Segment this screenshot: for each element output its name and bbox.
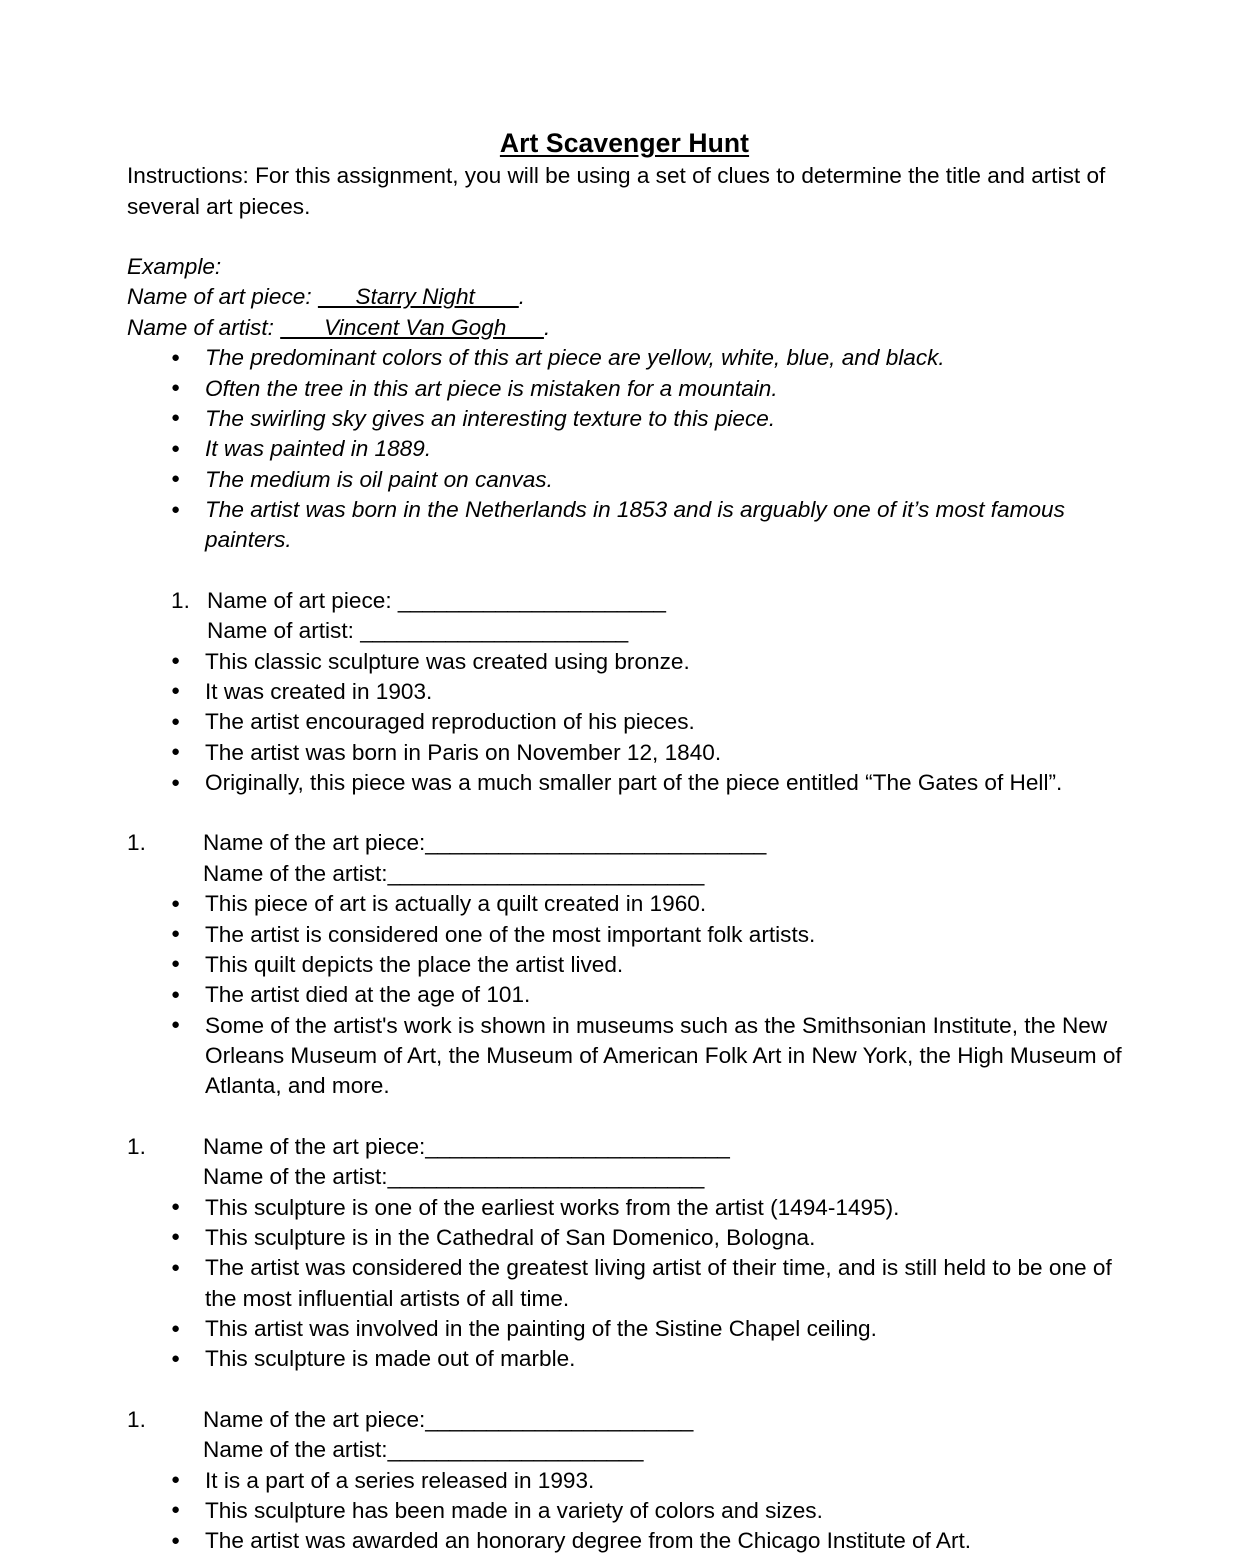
question-1-artist-label: Name of artist: [207,618,361,644]
list-item: ● The artist was born in Paris on November 12, 1840. [127,738,1122,768]
example-art-piece-period: . [518,284,526,310]
question-2-art-piece-line [127,828,1122,858]
question-2-artist-blank[interactable]: __________________________ [387,860,704,886]
list-item: ● This classic sculpture was created using bronze. [127,647,1122,677]
question-3-art-piece-line [127,1132,1122,1162]
instructions-paragraph: Instructions: For this assignment, you will be using a set of clues to determine the title and artist of several art pieces. [127,163,1106,219]
question-1-number: 1. [171,587,190,613]
spacer [127,1375,1122,1405]
example-artist-value: Vincent Van Gogh [280,314,544,340]
example-art-piece-line [127,282,1122,312]
list-item: ● The medium is oil paint on canvas. [127,465,1122,495]
document-body [127,128,1122,1557]
list-item: ● This sculpture is in the Cathedral of San Domenico, Bologna. [127,1223,1122,1253]
question-block-1 [127,586,1122,799]
list-item: ● The artist was considered the greatest living artist of their time, and is still held to be one of the most influential artists of all time. [127,1253,1122,1314]
question-1-art-piece-line [127,586,1122,616]
list-item: ● The predominant colors of this art piece are yellow, white, blue, and black. [127,343,1122,373]
question-3-artist-blank[interactable]: __________________________ [387,1164,704,1190]
question-4-artist-blank[interactable]: _____________________ [387,1437,644,1463]
question-1-art-piece-label: Name of art piece: [207,587,398,613]
question-1-artist-blank[interactable]: ______________________ [360,618,628,644]
list-item: ● Often the tree in this art piece is mistaken for a mountain. [127,374,1122,404]
list-item: ● This artist was involved in the painting of the Sistine Chapel ceiling. [127,1314,1122,1344]
list-item: ● The artist was awarded an honorary degree from the Chicago Institute of Art. [127,1526,1122,1556]
question-3-number: 1. [127,1133,146,1159]
question-4-artist-label: Name of the artist: [203,1437,388,1463]
question-3-art-piece-blank[interactable]: _________________________ [425,1133,730,1159]
question-4-clue-list [127,1466,1122,1557]
question-3-artist-label: Name of the artist: [203,1164,388,1190]
example-artist-line [127,313,1122,343]
question-2-art-piece-blank[interactable]: ____________________________ [425,830,766,856]
example-art-piece-label: Name of art piece: [127,284,318,310]
list-item: ● Originally, this piece was a much smaller part of the piece entitled “The Gates of Hell”. [127,768,1122,798]
question-2-art-piece-row [127,828,1122,858]
question-3-artist-line [127,1162,1122,1192]
question-3-art-piece-label: Name of the art piece: [203,1133,426,1159]
question-1-artist-line [127,616,1122,646]
list-item: ● This sculpture is one of the earliest works from the artist (1494-1495). [127,1193,1122,1223]
question-block-4 [127,1405,1122,1557]
question-4-art-piece-blank[interactable]: ______________________ [425,1406,693,1432]
list-item: ● The artist is considered one of the most important folk artists. [127,920,1122,950]
list-item: ● This sculpture has been made in a variety of colors and sizes. [127,1496,1122,1526]
question-3-art-piece-row [127,1132,1122,1162]
list-item: ● Some of the artist's work is shown in museums such as the Smithsonian Institute, the New Orleans Museum of Art, the Museum of American Folk Art in New York, the High Museum of Atlanta, and more. [127,1011,1122,1102]
spacer [127,1102,1122,1132]
page-title [127,128,1122,159]
spacer [127,798,1122,828]
question-1-clue-list [127,647,1122,799]
question-2-clue-list [127,889,1122,1102]
list-item: ● This sculpture is made out of marble. [127,1344,1122,1374]
question-4-art-piece-line [127,1405,1122,1435]
page-title-text: Art Scavenger Hunt [499,128,750,158]
question-4-art-piece-label: Name of the art piece: [203,1406,426,1432]
example-art-piece-value: Starry Night [317,284,519,310]
question-4-artist-line [127,1435,1122,1465]
example-clue-list [127,343,1122,556]
example-heading: Example: [127,254,222,280]
question-1-art-piece-blank[interactable]: ______________________ [397,587,666,613]
spacer [127,222,1122,252]
question-block-3 [127,1132,1122,1375]
question-3-clue-list [127,1193,1122,1375]
list-item: ● It was painted in 1889. [127,434,1122,464]
list-item: ● This piece of art is actually a quilt created in 1960. [127,889,1122,919]
question-1-art-piece-row [127,586,1122,616]
list-item: ● The swirling sky gives an interesting texture to this piece. [127,404,1122,434]
question-2-art-piece-label: Name of the art piece: [203,830,426,856]
list-item: ● The artist was born in the Netherlands in 1853 and is arguably one of it’s most famous painters. [127,495,1122,556]
spacer [127,556,1122,586]
question-2-number: 1. [127,830,146,856]
example-artist-period: . [543,314,551,340]
list-item: ● This quilt depicts the place the artist lived. [127,950,1122,980]
list-item: ● The artist encouraged reproduction of his pieces. [127,707,1122,737]
question-4-art-piece-row [127,1405,1122,1435]
question-4-number: 1. [127,1406,146,1432]
list-item: ● The artist died at the age of 101. [127,980,1122,1010]
question-2-artist-label: Name of the artist: [203,860,388,886]
list-item: ● It was created in 1903. [127,677,1122,707]
question-block-2 [127,828,1122,1101]
list-item: ● It is a part of a series released in 1993. [127,1466,1122,1496]
question-2-artist-line [127,859,1122,889]
example-artist-label: Name of artist: [127,314,281,340]
